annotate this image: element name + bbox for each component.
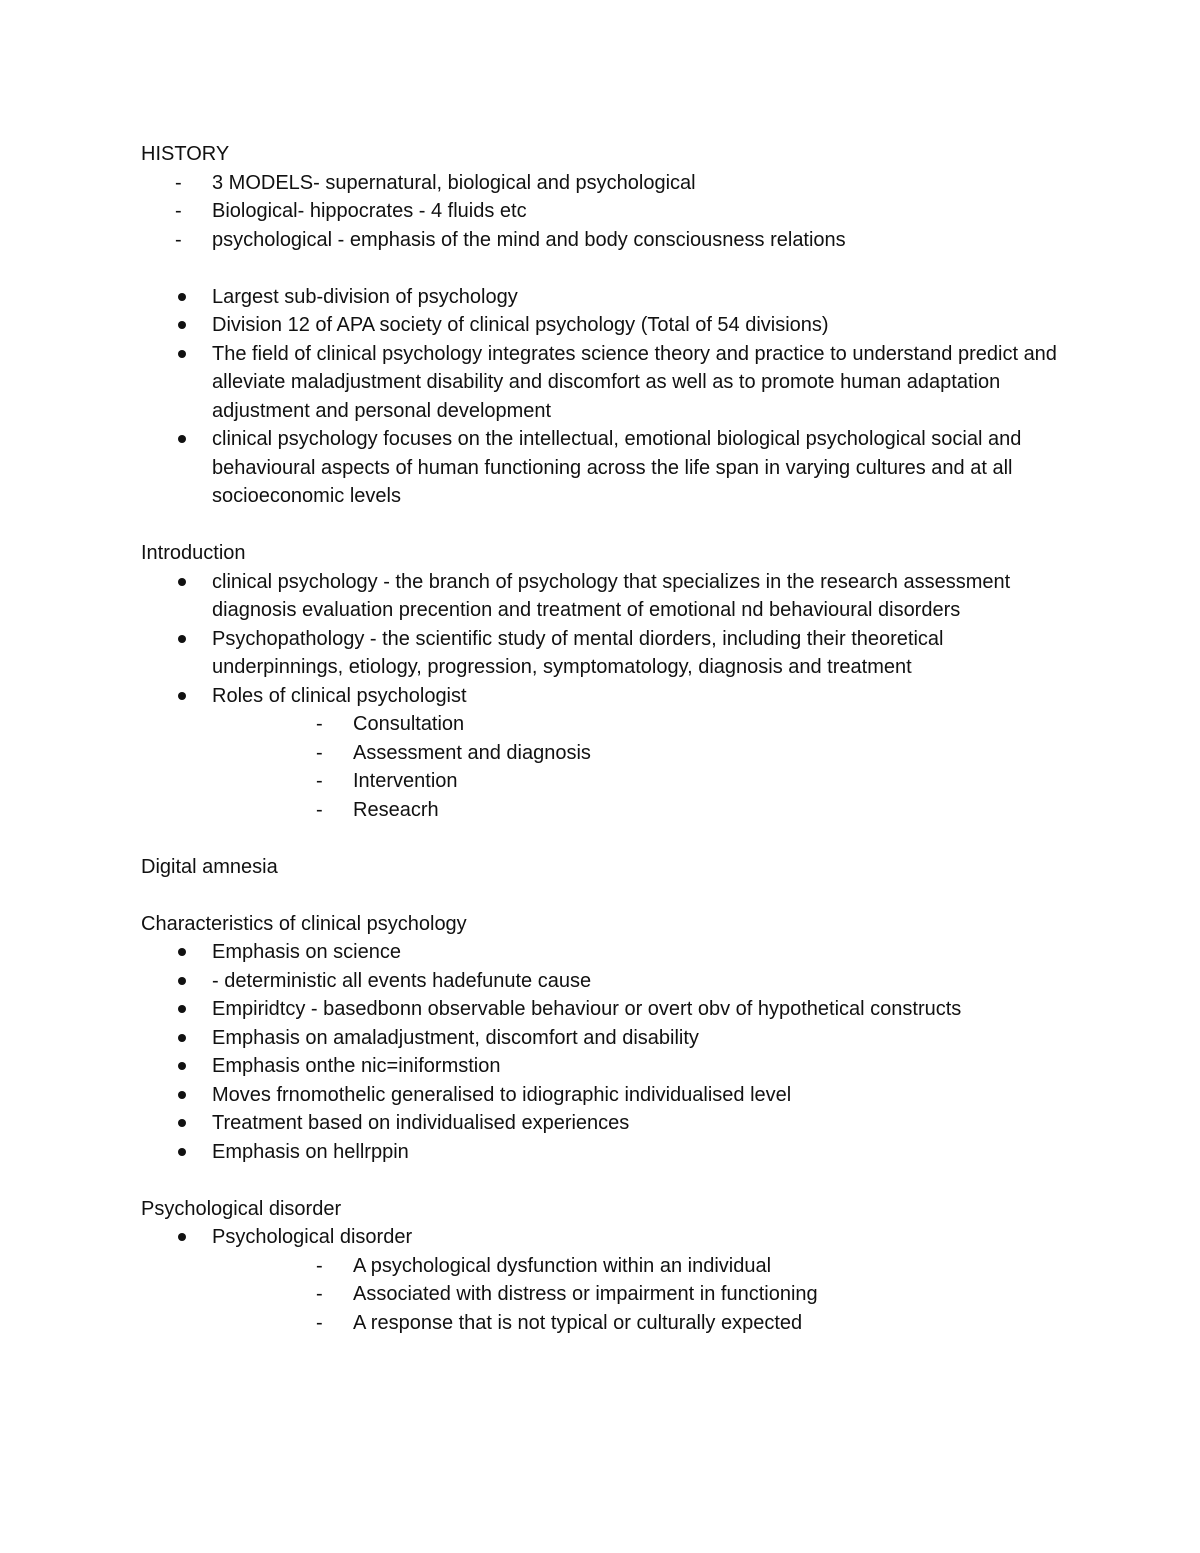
spacer <box>141 511 1061 540</box>
bullet-icon <box>178 1233 186 1241</box>
bullet-icon <box>178 435 186 443</box>
list-item: Emphasis onthe nic=iniformstion <box>141 1052 1061 1081</box>
dash-marker: - <box>316 741 323 764</box>
list-item: Psychopathology - the scientific study of mental diorders, including their theoretical underpinnings, etiology, progression, symptomatology, diagnosis and treatment <box>141 625 1061 682</box>
list-item: The field of clinical psychology integrates science theory and practice to understand predict and alleviate maladjustment disability and discomfort as well as to promote human adaptation adjustment and personal development <box>141 340 1061 426</box>
list-item: Division 12 of APA society of clinical psychology (Total of 54 divisions) <box>141 311 1061 340</box>
bullet-icon <box>178 948 186 956</box>
history-dash-list <box>141 169 1061 255</box>
bullet-icon <box>178 977 186 985</box>
list-item: Emphasis on hellrppin <box>141 1138 1061 1167</box>
bullet-icon <box>178 1034 186 1042</box>
list-item: - A response that is not typical or culturally expected <box>212 1309 1061 1338</box>
history-heading: HISTORY <box>141 143 230 165</box>
list-item: - psychological - emphasis of the mind and body consciousness relations <box>141 226 1061 255</box>
dash-marker: - <box>316 1254 323 1277</box>
dash-marker: - <box>175 171 182 194</box>
dash-marker: - <box>175 200 182 222</box>
psychological-disorder-heading: Psychological disorder <box>141 1197 342 1220</box>
list-item: - deterministic all events hadefunute cause <box>141 967 1061 996</box>
roles-list <box>212 710 1061 824</box>
list-item: Treatment based on individualised experiences <box>141 1109 1061 1138</box>
bullet-icon <box>178 692 186 700</box>
history-bullet-list <box>141 283 1061 511</box>
characteristics-bullet-list <box>141 938 1061 1166</box>
list-item: - Reseacrh <box>212 796 1061 825</box>
list-item: - Biological- hippocrates - 4 fluids etc <box>141 197 1061 226</box>
characteristics-heading: Characteristics of clinical psychology <box>141 912 467 935</box>
list-item: - A psychological dysfunction within an individual <box>212 1252 1061 1281</box>
list-item: - 3 MODELS- supernatural, biological and psychological <box>141 169 1061 198</box>
list-item: Largest sub-division of psychology <box>141 283 1061 312</box>
list-item: - Intervention <box>212 767 1061 796</box>
list-item: Emphasis on amaladjustment, discomfort and disability <box>141 1024 1061 1053</box>
dash-marker: - <box>316 1311 323 1334</box>
bullet-icon <box>178 1148 186 1156</box>
bullet-icon <box>178 578 186 586</box>
dash-marker: - <box>316 1283 323 1305</box>
spacer <box>141 881 1061 910</box>
bullet-icon <box>178 1005 186 1013</box>
dash-marker: - <box>316 798 323 821</box>
disorder-criteria-list <box>212 1252 1061 1338</box>
psychological-disorder-list <box>141 1223 1061 1337</box>
spacer <box>141 254 1061 283</box>
list-item: Roles of clinical psychologist - Consultation - Assessment and diagnosis - Intervention - Reseacrh <box>141 682 1061 825</box>
list-item: - Associated with distress or impairment in functioning <box>212 1280 1061 1309</box>
list-item: Empiridtcy - basedbonn observable behaviour or overt obv of hypothetical constructs <box>141 995 1061 1024</box>
spacer <box>141 824 1061 853</box>
list-item: - Consultation <box>212 710 1061 739</box>
dash-marker: - <box>316 713 323 735</box>
bullet-icon <box>178 1062 186 1070</box>
bullet-icon <box>178 321 186 329</box>
dash-marker: - <box>316 770 323 792</box>
list-item: Moves frnomothelic generalised to idiographic individualised level <box>141 1081 1061 1110</box>
bullet-icon <box>178 1119 186 1127</box>
list-item: Emphasis on science <box>141 938 1061 967</box>
spacer <box>141 1166 1061 1195</box>
list-item: - Assessment and diagnosis <box>212 739 1061 768</box>
document-body <box>141 140 1061 1337</box>
list-item: clinical psychology - the branch of psychology that specializes in the research assessment diagnosis evaluation precention and treatment of emotional nd behavioural disorders <box>141 568 1061 625</box>
bullet-icon <box>178 350 186 358</box>
introduction-bullet-list <box>141 568 1061 825</box>
list-item: Psychological disorder - A psychological dysfunction within an individual - Associated with distress or impairment in functioning - A response that is not typical or culturally expected <box>141 1223 1061 1337</box>
introduction-heading: Introduction <box>141 542 246 564</box>
dash-marker: - <box>175 228 182 251</box>
digital-amnesia-heading: Digital amnesia <box>141 855 278 878</box>
bullet-icon <box>178 635 186 643</box>
bullet-icon <box>178 1091 186 1099</box>
bullet-icon <box>178 293 186 301</box>
list-item: clinical psychology focuses on the intellectual, emotional biological psychological social and behavioural aspects of human functioning across the life span in varying cultures and at all socioeconomic levels <box>141 425 1061 511</box>
